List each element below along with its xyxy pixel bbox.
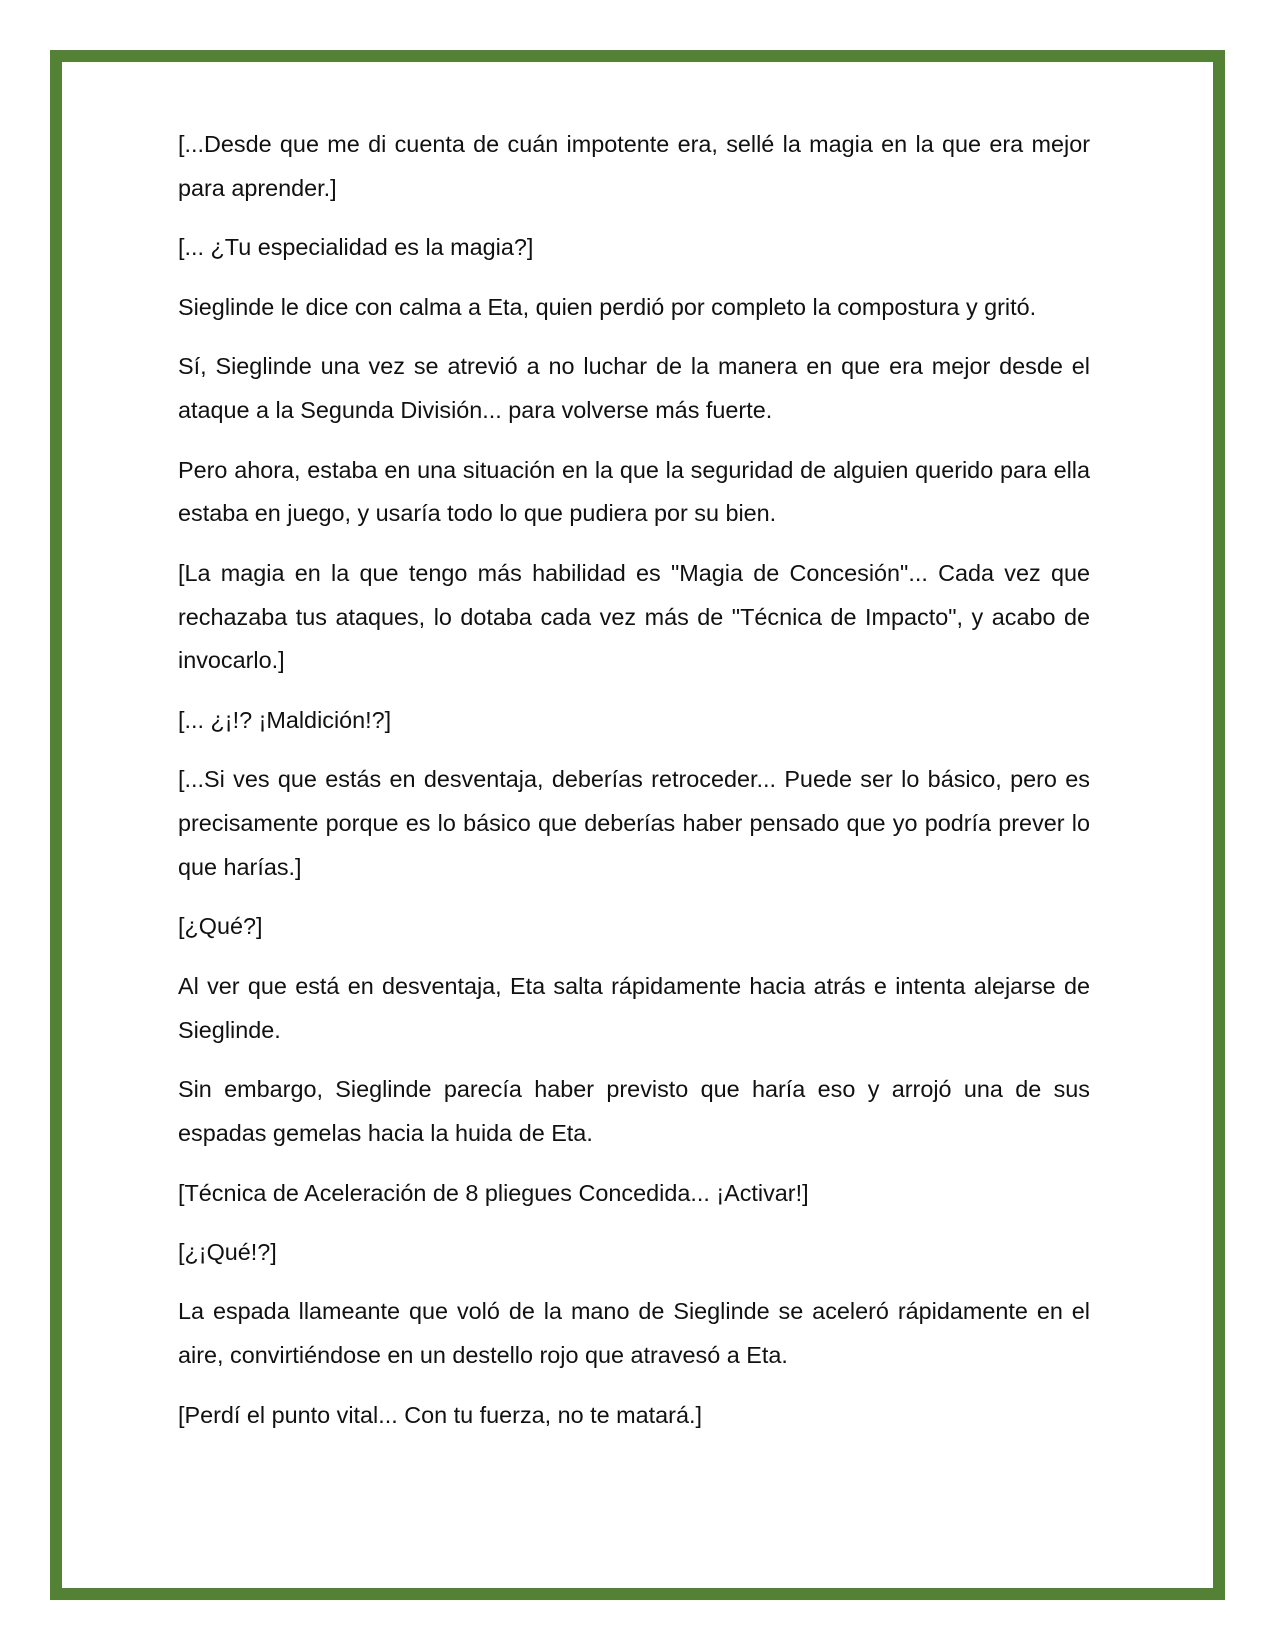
- paragraph: [Perdí el punto vital... Con tu fuerza, no te matará.]: [178, 1401, 702, 1428]
- paragraph: [La magia en la que tengo más habilidad es "Magia de Concesión"... Cada vez que rechazaba tus ataques, lo dotaba cada vez más de "Técnica de Impacto", y acabo de invocarlo.]: [178, 559, 1090, 674]
- paragraph: Sieglinde le dice con calma a Eta, quien perdió por completo la compostura y gritó.: [178, 293, 1037, 320]
- paragraph: [¿¡Qué!?]: [178, 1238, 277, 1265]
- paragraph: [... ¿Tu especialidad es la magia?]: [178, 234, 534, 261]
- paragraph: [...Desde que me di cuenta de cuán impotente era, sellé la magia en la que era mejor para aprender.]: [178, 131, 1090, 201]
- paragraph: [... ¿¡!? ¡Maldición!?]: [178, 706, 392, 733]
- paragraph: Sí, Sieglinde una vez se atrevió a no luchar de la manera en que era mejor desde el ataque a la Segunda División... para volverse más fuerte.: [178, 353, 1090, 424]
- paragraph: [Técnica de Aceleración de 8 pliegues Concedida... ¡Activar!]: [178, 1179, 809, 1206]
- paragraph: Al ver que está en desventaja, Eta salta rápidamente hacia atrás e intenta alejarse de Sieglinde.: [178, 972, 1090, 1043]
- paragraph: [...Si ves que estás en desventaja, deberías retroceder... Puede ser lo básico, pero es precisamente porque es lo básico que deberías haber pensado que yo podría prever lo que harías.]: [178, 766, 1090, 880]
- paragraph: [¿Qué?]: [178, 913, 263, 940]
- paragraph: La espada llameante que voló de la mano de Sieglinde se aceleró rápidamente en el aire, convirtiéndose en un destello rojo que atravesó a Eta.: [178, 1298, 1090, 1369]
- paragraph: Pero ahora, estaba en una situación en la que la seguridad de alguien querido para ella estaba en juego, y usaría todo lo que pudiera por su bien.: [178, 456, 1090, 527]
- document-body: [178, 123, 1090, 1453]
- paragraph: Sin embargo, Sieglinde parecía haber previsto que haría eso y arrojó una de sus espadas gemelas hacia la huida de Eta.: [178, 1076, 1090, 1147]
